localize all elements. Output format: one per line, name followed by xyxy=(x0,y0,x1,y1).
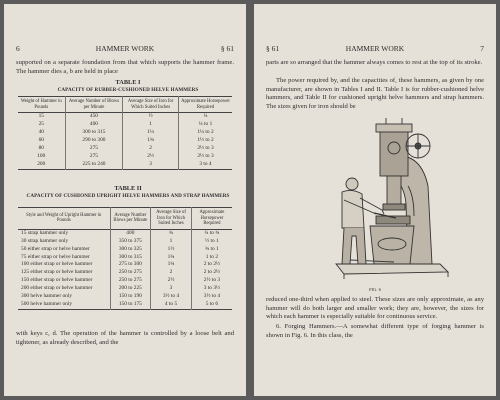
table-row xyxy=(18,113,232,121)
table1-header-row xyxy=(18,97,232,113)
table-cell: 1¼ xyxy=(123,129,179,137)
forging-hammer-illustration xyxy=(290,116,460,286)
table-cell: 40 xyxy=(38,129,44,135)
table-cell: 25 xyxy=(38,121,44,128)
table-cell: 1¾ xyxy=(151,254,192,262)
table-cell: 300 to 315 xyxy=(110,254,151,262)
table1-header: Approximate Horsepower Required xyxy=(178,97,232,113)
table-cell: 1½ xyxy=(151,246,192,254)
table-cell: 2½ xyxy=(151,277,192,285)
table2-header: Approximate Horsepower Required xyxy=(191,208,232,230)
table-cell: 100 either strap or helve hammer xyxy=(21,261,93,268)
table-cell: 300 to 325 xyxy=(110,246,151,254)
table-row xyxy=(18,293,232,301)
table-cell: 30 strap hammer only xyxy=(21,237,69,244)
table-cell: 290 to 300 xyxy=(65,137,123,145)
table-row xyxy=(18,261,232,269)
table-cell: ¾ xyxy=(151,229,192,237)
outro-paragraph: with keys c, d. The operation of the hammer is controlled by a loose belt and tightener, as already described, and the xyxy=(16,330,234,346)
table-cell: ½ xyxy=(123,113,179,121)
section-mark: § 61 xyxy=(220,44,234,53)
table2-header: Average Number Blows per Minute xyxy=(110,208,151,230)
table2-subtitle: CAPACITY OF CUSHIONED UPRIGHT HELVE HAMMERS AND STRAP HAMMERS xyxy=(26,193,230,199)
running-head: HAMMER WORK xyxy=(95,44,155,53)
table-cell: 2½ xyxy=(123,153,179,161)
table-cell: 3½ to 4 xyxy=(191,293,232,301)
table-row xyxy=(18,121,232,129)
figure-caption: FIG. 6 xyxy=(369,287,381,292)
table-cell: 200 xyxy=(37,160,46,167)
table2 xyxy=(18,207,232,310)
table-cell: 15 xyxy=(38,113,44,120)
table1 xyxy=(18,96,232,170)
table2-header-row xyxy=(18,208,232,230)
table-cell: 3 to 3½ xyxy=(191,285,232,293)
page-number: 7 xyxy=(480,44,484,53)
table-cell: 150 to 190 xyxy=(110,293,151,301)
table-cell: 275 xyxy=(65,153,123,161)
table-cell: 5 to 6 xyxy=(191,301,232,309)
table-cell: 2½ to 3 xyxy=(178,145,232,153)
table-cell: 2 to 2½ xyxy=(191,261,232,269)
table-row xyxy=(18,229,232,237)
table-cell: ½ to 1 xyxy=(191,238,232,246)
table-cell: 1 xyxy=(123,121,179,129)
table-cell: 275 xyxy=(65,145,123,153)
table-row xyxy=(18,137,232,145)
table-cell: 75 either strap or helve hammer xyxy=(21,253,90,260)
paragraph-3: reduced one-third when applied to steel. These sizes are only approximate, as any hammer will do both larger and smaller work; they are, however, the sizes for which each hammer is especially suitable for continuous service. xyxy=(266,296,484,321)
table-cell: 2 xyxy=(123,145,179,153)
table-row xyxy=(18,153,232,161)
paragraph-4: 6. Forging Hammers.—A somewhat different type of forging hammer is shown in Fig. 6. In this class, the xyxy=(266,323,484,339)
table-cell: 1¾ xyxy=(123,137,179,145)
table-cell: 3 xyxy=(151,285,192,293)
table-row xyxy=(18,238,232,246)
table2-header: Average Size of Iron for Which Suited Inches xyxy=(151,208,192,230)
table-cell: 250 to 275 xyxy=(110,277,151,285)
table-cell: 3½ to 4 xyxy=(151,293,192,301)
table-cell: 400 xyxy=(65,121,123,129)
table1-subtitle: CAPACITY OF RUBBER-CUSHIONED HELVE HAMMERS xyxy=(57,87,199,93)
table1-title: TABLE I xyxy=(115,79,141,86)
section-mark: § 61 xyxy=(266,44,280,53)
table-row xyxy=(18,301,232,309)
table-cell: 300 to 315 xyxy=(65,129,123,137)
table-cell: 1 xyxy=(151,238,192,246)
table-cell: 2½ to 3 xyxy=(178,153,232,161)
table2-title: TABLE II xyxy=(114,185,142,192)
table-cell: 100 xyxy=(37,152,46,159)
paragraph-1: parts are so arranged that the hammer always comes to rest at the top of its stroke. xyxy=(266,59,483,66)
table-cell: 50 either strap or helve hammer xyxy=(21,245,90,252)
table-row xyxy=(18,246,232,254)
table1-header: Average Size of Iron for Which Suited Inches xyxy=(123,97,179,113)
table-cell: 80 xyxy=(38,144,44,151)
table-row xyxy=(18,129,232,137)
table-cell: ¼ to 1 xyxy=(178,121,232,129)
table-row xyxy=(18,269,232,277)
table-row xyxy=(18,254,232,262)
table1-header: Average Number of Blows per Minute xyxy=(65,97,123,113)
table-cell: 400 xyxy=(110,229,151,237)
running-head: HAMMER WORK xyxy=(345,44,405,53)
table-cell: 200 either strap or helve hammer xyxy=(21,285,93,292)
table-cell: 150 either strap or helve hammer xyxy=(21,277,93,284)
table-cell: 2 xyxy=(151,269,192,277)
table-cell: 200 to 225 xyxy=(110,285,151,293)
table-cell: 60 xyxy=(38,136,44,143)
table-cell: 15 strap hammer only xyxy=(21,229,69,236)
table-cell: 2 to 2½ xyxy=(191,269,232,277)
table-cell: 225 to 240 xyxy=(65,161,123,169)
table-cell: 2½ to 3 xyxy=(191,277,232,285)
table-cell: 500 helve hammer only xyxy=(21,300,73,307)
intro-paragraph: supported on a separate foundation from that which supports the hammer frame. The hammer dies a, b are held in place xyxy=(16,59,234,75)
left-page xyxy=(4,4,246,396)
table-row xyxy=(18,161,232,169)
table-row xyxy=(18,277,232,285)
table-cell: 450 xyxy=(65,113,123,121)
table-cell: 1½ to 2 xyxy=(178,137,232,145)
page-number: 6 xyxy=(16,44,20,53)
table-cell: 275 to 300 xyxy=(110,261,151,269)
right-page xyxy=(254,4,496,396)
table-cell: 1 to 2 xyxy=(191,254,232,262)
table-cell: 300 helve hammer only xyxy=(21,293,73,300)
table-cell: 4 to 5 xyxy=(151,301,192,309)
paragraph-2: The power required by, and the capacities of, these hammers, as given by one manufacturer, are shown in Tables I and II. Table I is for rubber-cushioned helve hammers, and Table II for cushioned upright helve hammers and strap hammers. The sizes given for iron should be xyxy=(266,77,484,111)
table-cell: 150 to 175 xyxy=(110,301,151,309)
table-cell: ¼ xyxy=(178,113,232,121)
table-row xyxy=(18,285,232,293)
table-row xyxy=(18,145,232,153)
table-cell: ¾ to 1 xyxy=(191,246,232,254)
table-cell: 3 xyxy=(123,161,179,169)
table-cell: 350 to 375 xyxy=(110,238,151,246)
table-cell: 3 to 4 xyxy=(178,161,232,169)
table-cell: 1¼ to 2 xyxy=(178,129,232,137)
table1-header: Weight of Hammer in Pounds xyxy=(20,99,62,110)
table-cell: 125 either strap or helve hammer xyxy=(21,269,93,276)
table-cell: 1¾ xyxy=(151,261,192,269)
table-cell: ¼ to ¾ xyxy=(191,229,232,237)
table-cell: 250 to 275 xyxy=(110,269,151,277)
table2-header: Style and Weight of Upright Hammer in Pounds xyxy=(26,212,102,224)
